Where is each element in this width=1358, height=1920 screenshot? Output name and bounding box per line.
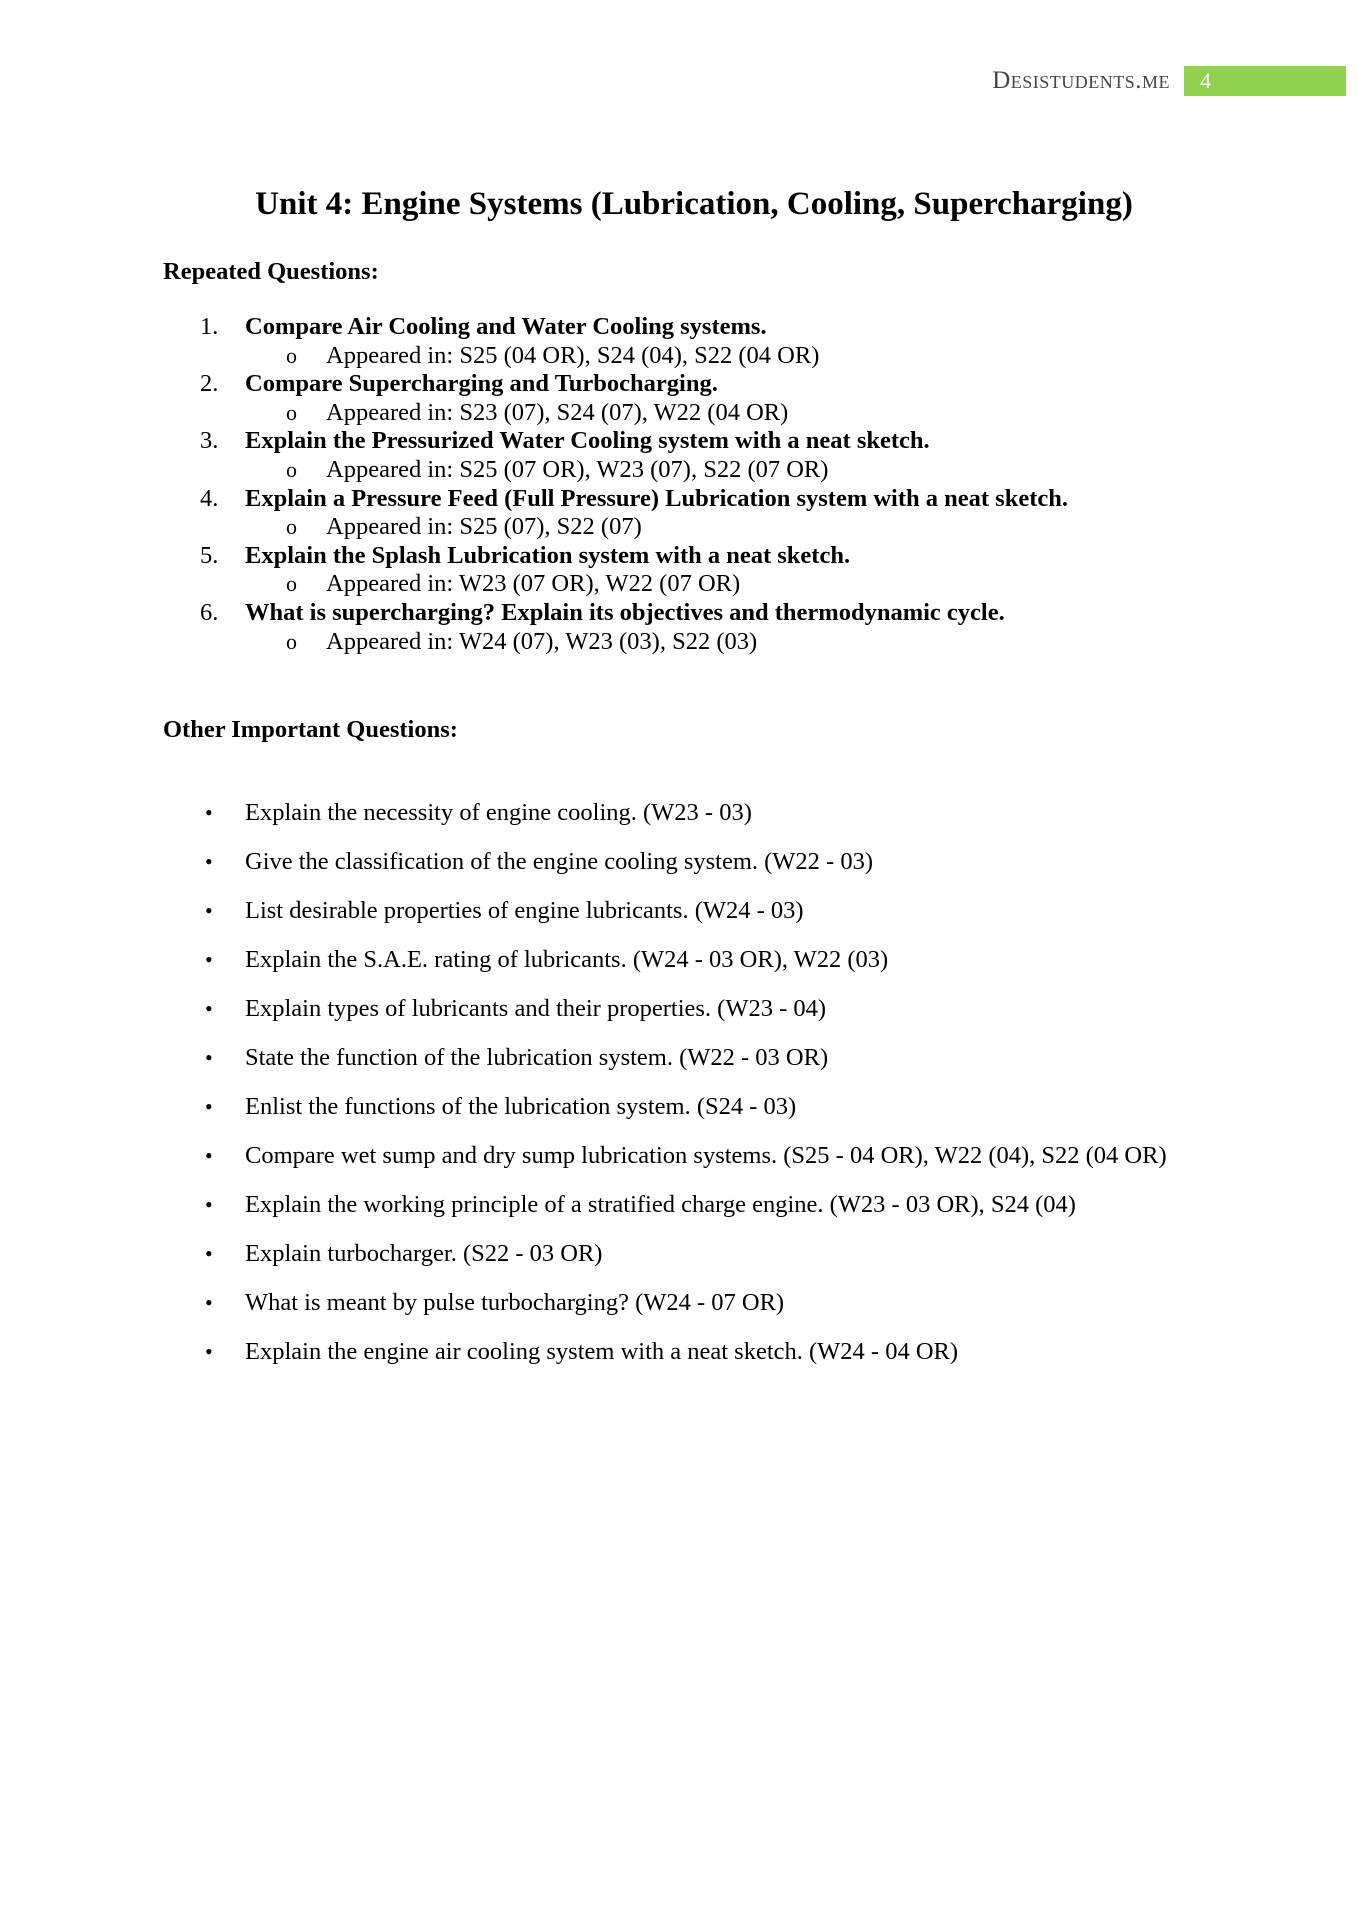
list-item [0,1288,1358,1337]
question-number: 6. [200,598,219,626]
list-item [0,1190,1358,1239]
repeated-question-item [0,313,1358,370]
list-item [0,1337,1358,1386]
question-number: 4. [200,484,219,512]
list-item [0,798,1358,847]
question-text: Explain a Pressure Feed (Full Pressure) Lubrication system with a neat sketch. [245,484,1068,512]
question-number: 3. [200,427,219,455]
bullet-icon: • [205,1094,213,1119]
question-text: Enlist the functions of the lubrication system. (S24 - 03) [245,1093,797,1120]
appeared-in-text: Appeared in: S25 (07 OR), W23 (07), S22 (07 OR) [326,455,829,483]
question-text: Explain the engine air cooling system with a neat sketch. (W24 - 04 OR) [245,1338,959,1365]
bullet-icon: • [205,1339,213,1364]
appeared-in-text: Appeared in: W23 (07 OR), W22 (07 OR) [326,570,741,598]
circle-bullet-icon: o [286,514,297,540]
page-number: 4 [1184,66,1346,96]
question-text: Compare Air Cooling and Water Cooling systems. [245,313,767,340]
appeared-in-text: Appeared in: S25 (04 OR), S24 (04), S22 (04 OR) [326,341,820,369]
circle-bullet-icon: o [286,342,297,368]
repeated-questions-heading: Repeated Questions: [163,258,379,285]
question-text: State the function of the lubrication system. (W22 - 03 OR) [245,1044,829,1071]
page-title: Unit 4: Engine Systems (Lubrication, Cooling, Supercharging) [255,186,1133,222]
bullet-icon: • [205,898,213,923]
question-text: What is supercharging? Explain its objectives and thermodynamic cycle. [245,598,1005,626]
list-item [0,847,1358,896]
circle-bullet-icon: o [286,456,297,482]
circle-bullet-icon: o [286,571,297,597]
question-text: Explain turbocharger. (S22 - 03 OR) [245,1240,603,1267]
bullet-icon: • [205,1241,213,1266]
list-item [0,1239,1358,1288]
question-text: Explain the working principle of a stratified charge engine. (W23 - 03 OR), S24 (04) [245,1191,1076,1218]
bullet-icon: • [205,947,213,972]
bullet-icon: • [205,800,213,825]
question-text: Explain the Pressurized Water Cooling system with a neat sketch. [245,427,930,455]
repeated-question-item [0,542,1358,599]
question-text: List desirable properties of engine lubricants. (W24 - 03) [245,897,804,924]
appeared-in-text: Appeared in: W24 (07), W23 (03), S22 (03) [326,627,758,655]
list-item [0,945,1358,994]
repeated-question-item [0,485,1358,542]
repeated-questions-list [0,313,1358,656]
question-text: Explain types of lubricants and their properties. (W23 - 04) [245,995,827,1022]
list-item [0,994,1358,1043]
bullet-icon: • [205,1045,213,1070]
bullet-icon: • [205,996,213,1021]
page-header [992,66,1346,96]
question-text: What is meant by pulse turbocharging? (W24 - 07 OR) [245,1289,785,1316]
question-number: 5. [200,541,219,569]
question-text: Compare Supercharging and Turbocharging. [245,370,718,398]
question-number: 1. [200,313,219,340]
other-questions-heading: Other Important Questions: [163,716,458,743]
list-item [0,1092,1358,1141]
repeated-question-item [0,427,1358,484]
list-item [0,896,1358,945]
appeared-in-text: Appeared in: S25 (07), S22 (07) [326,513,642,541]
bullet-icon: • [205,1143,213,1168]
other-questions-list [0,798,1358,1386]
circle-bullet-icon: o [286,628,297,654]
circle-bullet-icon: o [286,399,297,425]
bullet-icon: • [205,1290,213,1315]
appeared-in-text: Appeared in: S23 (07), S24 (07), W22 (04 OR) [326,398,789,426]
question-text: Explain the S.A.E. rating of lubricants. (W24 - 03 OR), W22 (03) [245,946,889,973]
question-text: Give the classification of the engine cooling system. (W22 - 03) [245,848,873,875]
question-text: Explain the Splash Lubrication system with a neat sketch. [245,541,851,569]
question-number: 2. [200,370,219,398]
bullet-icon: • [205,1192,213,1217]
list-item [0,1141,1358,1190]
repeated-question-item [0,599,1358,656]
site-name: Desistudents.me [992,67,1170,94]
question-text: Explain the necessity of engine cooling. (W23 - 03) [245,799,752,826]
question-text: Compare wet sump and dry sump lubrication systems. (S25 - 04 OR), W22 (04), S22 (04 OR) [245,1142,1167,1169]
bullet-icon: • [205,849,213,874]
repeated-question-item [0,370,1358,427]
list-item [0,1043,1358,1092]
